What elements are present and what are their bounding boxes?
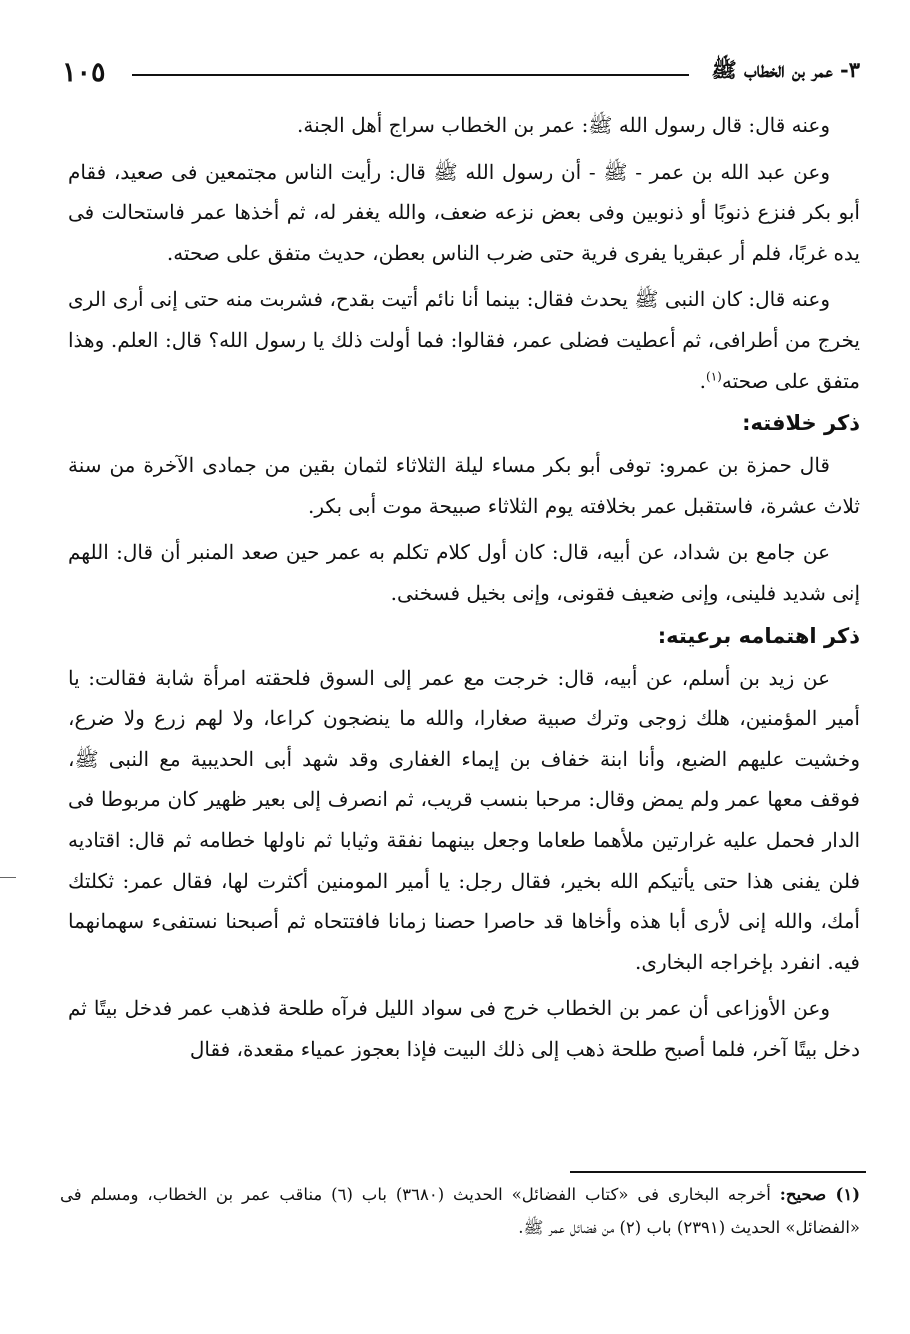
body-text [68, 105, 860, 1069]
paragraph: وعنه قال: قال رسول الله ﷺ: عمر بن الخطاب سراج أهل الجنة. [297, 113, 830, 137]
page-number: ١٠٥ [62, 56, 106, 88]
footnotes [60, 1178, 860, 1244]
paragraph-text: وعنه قال: كان النبى ﷺ يحدث فقال: بينما أنا نائم أتيت بقدح، فشربت منه حتى إنى أرى الرى يخرج من أطرافى، ثم أعطيت فضلى عمر، فقالوا: فما أولت ذلك يا رسول الله؟ قال: العلم. وهذا متفق على صحته [68, 287, 860, 393]
chapter-title: ٣- عمر بن الخطاب ﷺ [711, 56, 860, 82]
paragraph [68, 279, 860, 401]
section-heading: ذكر خلافته: [742, 411, 860, 436]
margin-mark [0, 877, 16, 878]
header-rule [132, 74, 690, 76]
paragraph-tail: . [699, 368, 707, 393]
footnote-text: أخرجه البخارى فى «كتاب الفضائل» الحديث (٣٦٨٠) باب (٦) مناقب عمر بن الخطاب، ومسلم فى «الفضائل» الحديث (٢٣٩١) باب (٢) من فضائل عمر ﷺ. [60, 1185, 860, 1237]
footnote-separator [570, 1171, 866, 1173]
running-header [62, 52, 860, 92]
paragraph: وعن الأوزاعى أن عمر بن الخطاب خرج فى سواد الليل فرآه طلحة فذهب عمر فدخل بيتًا ثم دخل بيتًا آخر، فلما أصبح طلحة ذهب إلى ذلك البيت فإذا بعجوز عمياء مقعدة، فقال [68, 996, 860, 1061]
paragraph: عن جامع بن شداد، عن أبيه، قال: كان أول كلام تكلم به عمر حين صعد المنبر أن قال: اللهم إنى شديد فلينى، وإنى ضعيف فقونى، وإنى بخيل فسخنى. [68, 540, 860, 605]
section-heading: ذكر اهتمامه برعيته: [657, 623, 860, 648]
paragraph: عن زيد بن أسلم، عن أبيه، قال: خرجت مع عمر إلى السوق فلحقته امرأة شابة فقالت: يا أمير المؤمنين، هلك زوجى وترك صبية صغارا، والله ما ينضجون كراعا، ولا لهم زرع ولا ضرع، وخشيت عليهم الضبع، وأنا ابنة خفاف بن إيماء الغفارى وقد شهد أبى الحديبية مع النبى ﷺ، فوقف معها عمر ولم يمض وقال: مرحبا بنسب قريب، ثم انصرف إلى بعير ظهير كان مربوطا فى الدار فحمل عليه غرارتين ملأهما طعاما وجعل بينهما نفقة وثيابا ثم ناولها خطامه ثم قال: اقتاديه فلن يفنى هذا حتى يأتيكم الله بخير، فقال رجل: يا أمير المومنين أكثرت لها، فقال عمر: ثكلتك أمك، والله إنى لأرى أبا هذه وأخاها قد حاصرا حصنا زمانا فافتتحاه ثم أصبحنا نستفىء سهمانهما فيه. انفرد بإخراجه البخارى. [68, 665, 860, 974]
paragraph: وعن عبد الله بن عمر - ﷺ - أن رسول الله ﷺ قال: رأيت الناس مجتمعين فى صعيد، فقام أبو بكر فنزع ذنوبًا أو ذنوبين وفى بعض نزعه ضعف، والله يغفر له، ثم أخذها عمر فاستحالت فى يده غربًا، فلم أر عبقريا يفرى فرية حتى ضرب الناس بعطن، حديث متفق على صحته. [68, 159, 860, 265]
footnote-label: (١) صحيح: [779, 1185, 860, 1204]
footnote-ref: (١) [706, 368, 722, 383]
paragraph: قال حمزة بن عمرو: توفى أبو بكر مساء ليلة الثلاثاء لثمان بقين من جمادى الآخرة من سنة ثلاث عشرة، فاستقبل عمر بخلافته يوم الثلاثاء صبيحة موت أبى بكر. [68, 453, 860, 518]
footnote [60, 1178, 860, 1244]
